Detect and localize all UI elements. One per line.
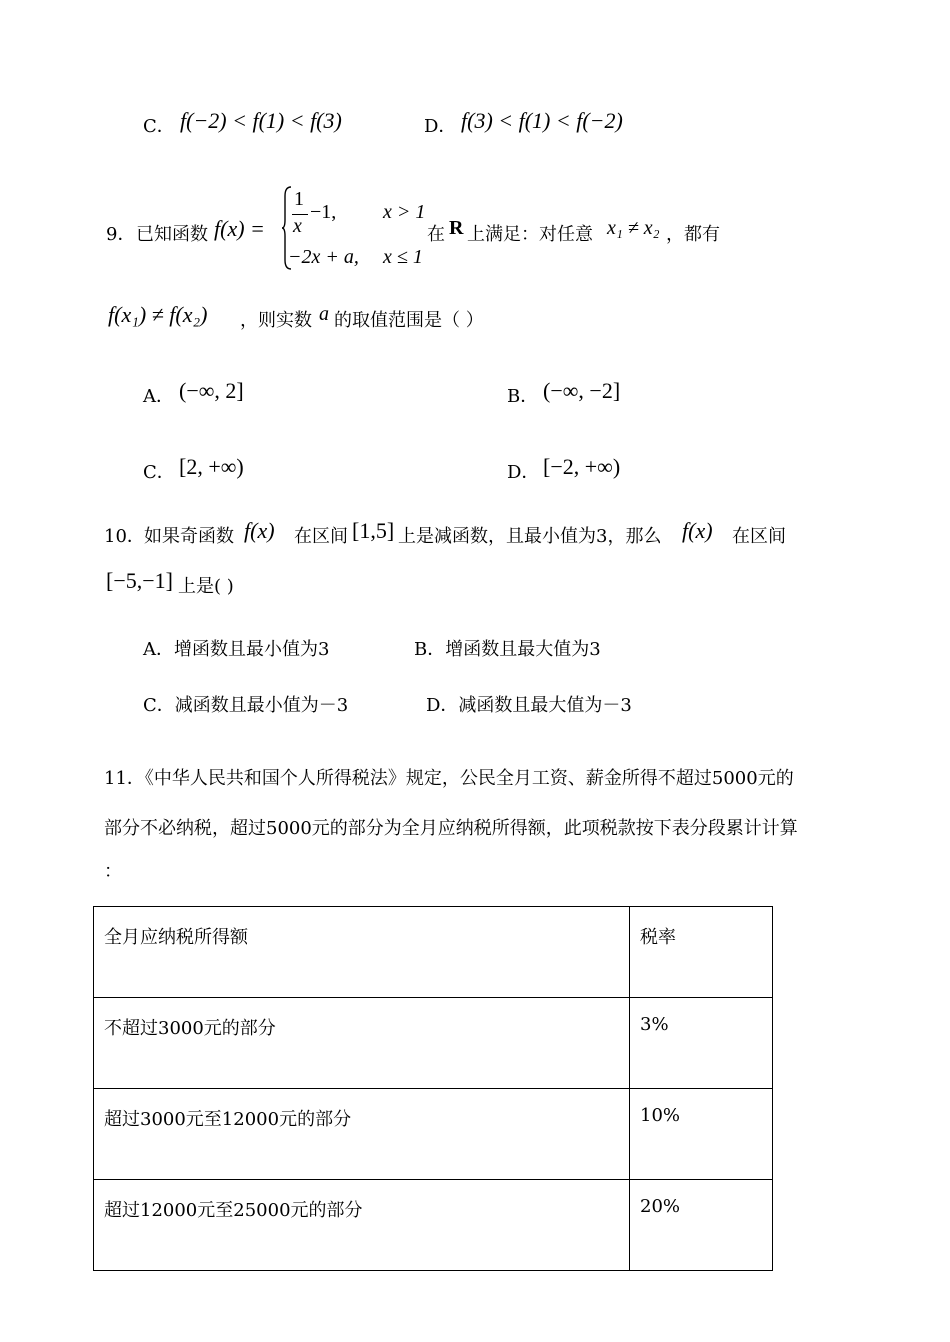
q9-text-condition: 上满足：对任意 xyxy=(467,224,593,245)
case1-numerator: 1 xyxy=(294,188,304,210)
q9-variable-a: a xyxy=(319,303,329,325)
q9-option-d: [−2, +∞) xyxy=(543,454,621,479)
q10-option-c: C．减函数且最小值为－3 xyxy=(143,695,349,716)
table-header-row xyxy=(94,907,773,998)
rate-cell: 10% xyxy=(630,1089,773,1180)
rate-cell: 20% xyxy=(630,1180,773,1271)
q10-option-d: D．减函数且最大值为－3 xyxy=(426,695,632,716)
q10-text-intro: 如果奇函数 xyxy=(144,526,234,547)
q9-line2-text: ，则实数 xyxy=(240,310,312,331)
bracket-cell: 不超过3000元的部分 xyxy=(94,998,630,1089)
q9-text-intro: 已知函数 xyxy=(136,224,208,245)
q8-option-c-expression: f(−2) < f(1) < f(3) xyxy=(180,108,342,133)
q10-text-decreasing: 上是减函数，且最小值为3，那么 xyxy=(398,526,662,547)
q9-text-all: ，都有 xyxy=(666,224,720,245)
tax-rate-table xyxy=(93,906,773,1271)
q9-option-c: [2, +∞) xyxy=(179,454,244,479)
table-row xyxy=(94,998,773,1089)
q11-line-1: 11．《中华人民共和国个人所得税法》规定，公民全月工资、薪金所得不超过5000元的 xyxy=(104,768,794,789)
q8-option-d-label: D． xyxy=(424,116,457,137)
q10-interval-1: [1,5] xyxy=(352,518,395,543)
q9-inequality: x₁ ≠ x₂ xyxy=(607,217,660,239)
q10-function-1: f(x) xyxy=(244,518,275,543)
q9-option-d-label: D． xyxy=(507,462,540,483)
q9-option-c-label: C． xyxy=(143,462,175,483)
q9-line2-expression: f(x₁) ≠ f(x₂) xyxy=(108,302,208,327)
case1-denominator: x xyxy=(293,215,302,237)
table-row xyxy=(94,1180,773,1271)
q9-real-set: R xyxy=(449,217,464,239)
bracket-cell: 超过12000元至25000元的部分 xyxy=(94,1180,630,1271)
q10-option-b: B．增函数且最大值为3 xyxy=(414,639,601,660)
case2-condition: x ≤ 1 xyxy=(383,246,423,268)
q10-option-a: A．增函数且最小值为3 xyxy=(143,639,330,660)
case1-rest: −1, xyxy=(310,201,337,223)
case2-expression: −2x + a, xyxy=(288,246,359,268)
bracket-cell: 超过3000元至12000元的部分 xyxy=(94,1089,630,1180)
q10-text-interval-2: 在区间 xyxy=(732,526,786,547)
table-row xyxy=(94,1089,773,1180)
q10-interval-2: [−5,−1] xyxy=(106,568,173,593)
header-tax-rate: 税率 xyxy=(630,907,773,998)
q9-option-b-label: B． xyxy=(507,386,539,407)
q9-option-a-label: A． xyxy=(143,386,174,407)
q9-line2-tail: 的取值范围是（ ） xyxy=(334,310,484,331)
header-taxable-income: 全月应纳税所得额 xyxy=(94,907,630,998)
q8-option-d-expression: f(3) < f(1) < f(−2) xyxy=(461,108,623,133)
q9-number: 9． xyxy=(106,224,136,245)
rate-cell: 3% xyxy=(630,998,773,1089)
q9-text-in: 在 xyxy=(427,224,445,245)
q9-option-b: (−∞, −2] xyxy=(543,378,621,403)
case1-condition: x > 1 xyxy=(383,201,426,223)
q8-option-c-label: C． xyxy=(143,116,175,137)
q10-text-tail: 上是( ) xyxy=(178,576,234,597)
q11-line-2: 部分不必纳税，超过5000元的部分为全月应纳税所得额，此项税款按下表分段累计计算 xyxy=(104,818,798,839)
q10-number: 10． xyxy=(104,526,145,547)
q10-function-2: f(x) xyxy=(682,518,713,543)
q10-text-interval: 在区间 xyxy=(294,526,348,547)
q9-option-a: (−∞, 2] xyxy=(179,378,244,403)
q9-function-name: f(x) = xyxy=(214,216,265,241)
q11-line-3: ： xyxy=(104,861,122,882)
